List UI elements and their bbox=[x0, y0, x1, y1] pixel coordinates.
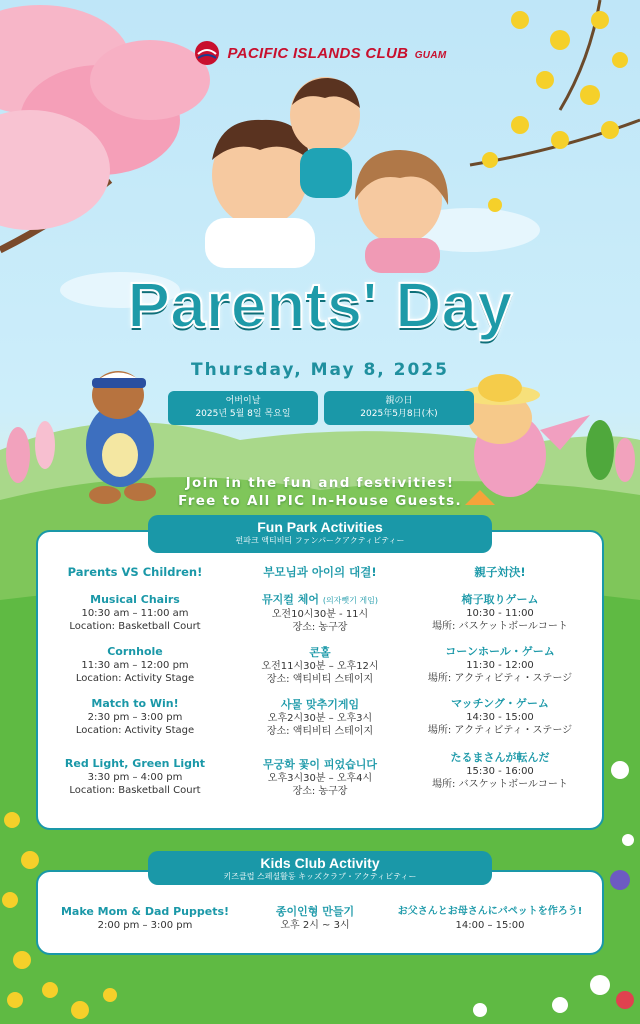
english-activities-column bbox=[50, 565, 220, 809]
activity-time: 11:30 am – 12:00 pm bbox=[81, 660, 189, 671]
activity-item bbox=[230, 698, 410, 738]
activity-time: 2:30 pm – 3:00 pm bbox=[87, 712, 183, 723]
activity-item bbox=[240, 905, 390, 932]
activity-item bbox=[410, 593, 590, 633]
activity-item bbox=[380, 905, 600, 932]
family-illustration bbox=[205, 77, 448, 273]
fun-park-header bbox=[148, 515, 492, 553]
activity-item bbox=[230, 593, 410, 634]
activity-location: 場所: バスケットボールコート bbox=[432, 779, 568, 790]
brand-name-text: PACIFIC ISLANDS CLUB bbox=[227, 44, 409, 62]
kids-club-header bbox=[148, 851, 492, 885]
pill-line2: 2025年5月8日(木) bbox=[360, 409, 438, 419]
activity-item bbox=[410, 697, 590, 737]
japanese-activities-column bbox=[410, 565, 590, 803]
activity-time: 오후3시30분 – 오후4시 bbox=[267, 773, 373, 784]
activity-item bbox=[230, 758, 410, 798]
activity-name: 무궁화 꽃이 피었습니다 bbox=[263, 758, 377, 771]
activity-note: (의자뺏기 게임) bbox=[322, 596, 378, 605]
kids-activity-english bbox=[50, 905, 240, 944]
activity-time: 오후2시30분 – 오후3시 bbox=[267, 713, 373, 724]
event-title: Parents' Day bbox=[127, 269, 513, 341]
column-heading: 親子対決! bbox=[474, 565, 526, 579]
activity-location: 장소: 액티비티 스테이지 bbox=[266, 726, 374, 737]
activity-location: 場所: バスケットボールコート bbox=[432, 621, 568, 632]
tagline-line2: Free to All PIC In-House Guests. bbox=[178, 493, 462, 509]
activity-item bbox=[410, 645, 590, 685]
column-heading: Parents VS Children! bbox=[67, 565, 203, 579]
pill-line2: 2025년 5월 8일 목요일 bbox=[195, 409, 291, 419]
activity-time: 14:30 - 15:00 bbox=[466, 712, 534, 723]
activity-item bbox=[50, 757, 220, 797]
pic-logo-icon bbox=[194, 40, 220, 66]
kids-club-subtitle: 키즈클럽 스페셜활동 キッズクラブ・アクティビティー bbox=[223, 872, 417, 881]
activity-time: 15:30 - 16:00 bbox=[466, 766, 534, 777]
forsythia-branch bbox=[470, 0, 640, 212]
kids-club-title: Kids Club Activity bbox=[260, 855, 380, 871]
column-heading: 부모님과 아이의 대결! bbox=[263, 565, 377, 579]
activity-name: コーンホール・ゲーム bbox=[445, 645, 555, 658]
activity-name: Cornhole bbox=[107, 645, 163, 658]
activity-name: 사물 맞추기게임 bbox=[280, 698, 360, 711]
activity-item bbox=[230, 646, 410, 686]
activity-location: 場所: アクティビティ・ステージ bbox=[427, 673, 573, 684]
activity-time: 14:00 – 15:00 bbox=[455, 920, 525, 931]
fun-park-title: Fun Park Activities bbox=[257, 519, 383, 535]
activity-name: Musical Chairs bbox=[90, 593, 180, 606]
korean-date-pill bbox=[168, 391, 318, 425]
kids-activity-korean bbox=[240, 905, 390, 944]
activity-name: Make Mom & Dad Puppets! bbox=[60, 905, 230, 918]
activity-location: Location: Basketball Court bbox=[69, 621, 201, 632]
pill-line1: 어버이날 bbox=[225, 396, 261, 406]
activity-name bbox=[230, 593, 410, 608]
brand-logo bbox=[0, 40, 640, 66]
activity-name: たるまさんが転んだ bbox=[450, 751, 550, 764]
activity-time: 오후 2시 ~ 3시 bbox=[280, 920, 350, 931]
activity-location: 장소: 액티비티 스테이지 bbox=[266, 674, 374, 685]
tagline bbox=[0, 474, 640, 510]
activity-location: Location: Activity Stage bbox=[75, 673, 195, 684]
activity-item bbox=[410, 751, 590, 791]
activity-time: 10:30 am – 11:00 am bbox=[81, 608, 189, 619]
pill-line1: 親の日 bbox=[385, 396, 413, 406]
activity-time: 10:30 - 11:00 bbox=[466, 608, 534, 619]
activity-name: 椅子取りゲーム bbox=[461, 593, 539, 606]
activity-time: 오전11시30분 – 오후12시 bbox=[261, 661, 379, 672]
fun-park-subtitle: 펀파크 액티비티 ファンパークアクティビティー bbox=[235, 536, 405, 545]
activity-name: お父さんとお母さんにパペットを作ろう! bbox=[397, 906, 583, 917]
activity-name: Red Light, Green Light bbox=[64, 757, 206, 770]
activity-name: マッチング・ゲーム bbox=[451, 697, 549, 710]
japanese-date-pill bbox=[324, 391, 474, 425]
activity-location: 장소: 농구장 bbox=[292, 786, 348, 797]
activity-time: 11:30 - 12:00 bbox=[466, 660, 534, 671]
activity-time: 3:30 pm – 4:00 pm bbox=[87, 772, 183, 783]
activity-location: 場所: アクティビティ・ステージ bbox=[427, 725, 573, 736]
activity-location: Location: Activity Stage bbox=[75, 725, 195, 736]
activity-name-text: 뮤지컬 체어 bbox=[262, 593, 319, 606]
activity-item bbox=[50, 645, 220, 685]
activity-item bbox=[50, 697, 220, 737]
activity-time: 오전10시30분 - 11시 bbox=[271, 609, 369, 620]
activity-name: Match to Win! bbox=[91, 697, 179, 710]
activity-name: 종이인형 만들기 bbox=[275, 905, 355, 918]
activity-location: 장소: 농구장 bbox=[292, 622, 348, 633]
activity-location: Location: Basketball Court bbox=[69, 785, 201, 796]
activity-time: 2:00 pm – 3:00 pm bbox=[97, 920, 193, 931]
brand-name bbox=[228, 45, 447, 62]
event-date: Thursday, May 8, 2025 bbox=[191, 360, 449, 380]
kids-activity-japanese bbox=[380, 905, 600, 944]
activity-item bbox=[50, 905, 240, 932]
activity-item bbox=[50, 593, 220, 633]
korean-activities-column bbox=[230, 565, 410, 810]
activity-name: 콘홀 bbox=[309, 646, 331, 659]
tagline-line1: Join in the fun and festivities! bbox=[185, 475, 455, 491]
brand-suffix: GUAM bbox=[414, 49, 447, 61]
